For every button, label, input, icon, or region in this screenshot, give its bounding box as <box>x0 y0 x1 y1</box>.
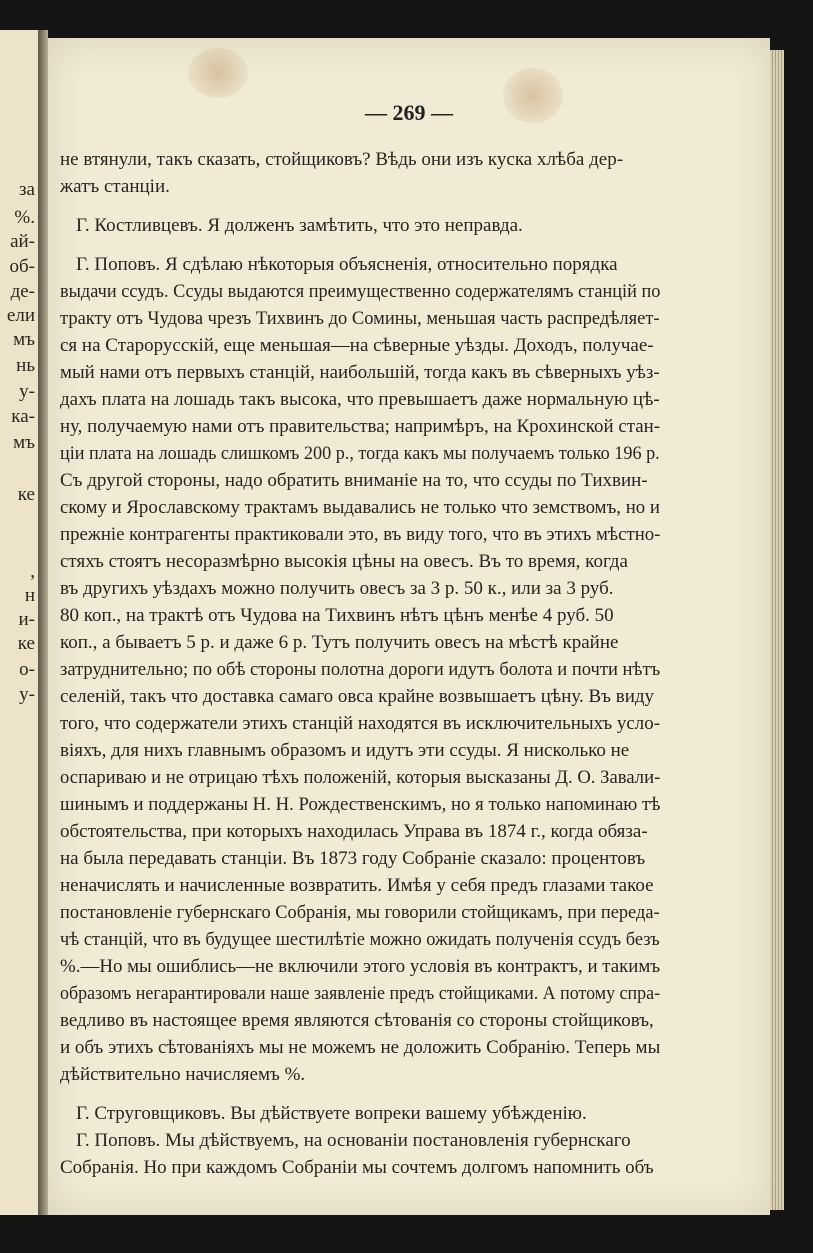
text-line: образомъ негарантировали наше заявленіе предъ стойщиками. А потому спра- <box>60 983 661 1004</box>
text-line: прежніе контрагенты практиковали это, въ виду того, что въ этихъ мѣстно- <box>60 524 661 545</box>
margin-fragment: мъ <box>13 329 35 350</box>
text-line: стяхъ стоятъ несоразмѣрно высокія цѣны на овесъ. Въ то время, когда <box>60 551 628 572</box>
margin-fragment: мъ <box>13 432 35 453</box>
margin-fragment: у- <box>19 381 35 402</box>
margin-fragment: об- <box>9 256 35 277</box>
text-line: и объ этихъ сѣтованіяхъ мы не можемъ не доложить Собранію. Теперь мы <box>60 1037 661 1058</box>
text-line: ціи плата на лошадь слишкомъ 200 р., тогда какъ мы получаемъ только 196 р. <box>60 443 660 464</box>
text-line: жатъ станціи. <box>60 176 170 197</box>
text-line: ну, получаемую нами отъ правительства; напримѣръ, на Крохинской стан- <box>60 416 661 437</box>
text-line: неначислять и начисленные возвратить. Имѣя у себя предъ глазами такое <box>60 875 654 896</box>
margin-fragment: де- <box>10 281 35 302</box>
text-line: шинымъ и поддержаны Н. Н. Рождественскимъ, но я только напоминаю тѣ <box>60 794 661 815</box>
text-line: обстоятельства, при которыхъ находилась Управа въ 1874 г., когда обяза- <box>60 821 648 842</box>
text-line: не втянули, такъ сказать, стойщиковъ? Вѣдь они изъ куска хлѣба дер- <box>60 149 624 170</box>
margin-fragment: за <box>19 179 35 200</box>
text-line: ся на Старорусскій, еще меньшая—на сѣверные уѣзды. Доходъ, получае- <box>60 335 654 356</box>
text-line: 80 коп., на трактѣ отъ Чудова на Тихвинъ нѣтъ цѣнъ менѣе 4 руб. 50 <box>60 605 614 626</box>
margin-fragment: ели <box>6 305 35 326</box>
margin-fragment: и- <box>18 609 35 630</box>
text-line: постановленіе губернскаго Собранія, мы говорили стойщикамъ, при переда- <box>60 902 660 923</box>
text-line: Г. Костливцевъ. Я долженъ замѣтить, что это неправда. <box>76 215 523 236</box>
text-line: віяхъ, для нихъ главнымъ образомъ и идутъ эти ссуды. Я нисколько не <box>60 740 630 761</box>
paragraph-gap <box>60 239 660 251</box>
page-number: — 269 — <box>365 100 453 125</box>
text-line: чѣ станцій, что въ будущее шестилѣтіе можно ожидать полученія ссудъ безъ <box>60 929 660 950</box>
margin-fragment: ай- <box>10 231 35 252</box>
book-page <box>48 38 770 1215</box>
paragraph-gap <box>60 200 660 212</box>
margin-fragment: о- <box>19 659 35 680</box>
text-line: дѣйствительно начисляемъ %. <box>60 1064 306 1085</box>
margin-fragment: у- <box>19 684 35 705</box>
margin-fragment: %. <box>14 207 35 228</box>
text-line: выдачи ссудъ. Ссуды выдаются преимущественно содержателямъ станцій по <box>60 281 661 302</box>
text-line: дахъ плата на лошадь такъ высока, что превышаетъ даже нормальную цѣ- <box>60 389 660 410</box>
paragraph-gap <box>60 1088 660 1100</box>
text-line: мый нами отъ первыхъ станцій, наибольшій, тогда какъ въ сѣверныхъ уѣз- <box>60 362 660 383</box>
text-line: селеній, такъ что доставка самаго овса крайне возвышаетъ цѣну. Въ виду <box>60 686 655 707</box>
margin-fragment: ке <box>17 633 35 654</box>
text-line: на была передавать станціи. Въ 1873 году Собраніе сказало: процентовъ <box>60 848 646 869</box>
text-line: оспариваю и не отрицаю тѣхъ положеній, которыя высказаны Д. О. Завали- <box>60 767 661 788</box>
text-line: тракту отъ Чудова чрезъ Тихвинъ до Сомины, меньшая часть распредѣляет- <box>60 308 660 329</box>
book-gutter <box>38 30 48 1215</box>
text-line: скому и Ярославскому трактамъ выдавались не только что земствомъ, но и <box>60 497 660 518</box>
text-line: Собранія. Но при каждомъ Собраніи мы сочтемъ долгомъ напомнить объ <box>60 1157 654 1178</box>
text-line: Г. Поповъ. Я сдѣлаю нѣкоторыя объясненія, относительно порядка <box>76 254 618 275</box>
previous-page-fragment <box>0 30 41 1215</box>
page-edges <box>770 50 784 1210</box>
margin-fragment: , <box>30 561 35 582</box>
page-stain <box>188 48 248 98</box>
text-line: въ другихъ уѣздахъ можно получить овесъ за 3 р. 50 к., или за 3 руб. <box>60 578 614 599</box>
text-line: того, что содержатели этихъ станцій находятся въ исключительныхъ усло- <box>60 713 661 734</box>
text-line: затруднительно; по обѣ стороны полотна дороги идутъ болота и почти нѣтъ <box>60 659 661 680</box>
text-line: Г. Струговщиковъ. Вы дѣйствуете вопреки вашему убѣжденію. <box>76 1103 587 1124</box>
text-line: коп., а бываетъ 5 р. и даже 6 р. Тутъ получить овесъ на мѣстѣ крайне <box>60 632 619 653</box>
margin-fragment: ке <box>17 484 35 505</box>
text-line: %.—Но мы ошиблись—не включили этого условія въ контрактъ, и такимъ <box>60 956 661 977</box>
text-line: Г. Поповъ. Мы дѣйствуемъ, на основаніи постановленія губернскаго <box>76 1130 631 1151</box>
text-line: ведливо въ настоящее время являются сѣтованія со стороны стойщиковъ, <box>60 1010 654 1031</box>
margin-fragment: н <box>24 585 35 606</box>
margin-fragment: ка- <box>11 406 35 427</box>
text-line: Съ другой стороны, надо обратить вниманіе на то, что ссуды по Тихвин- <box>60 470 648 491</box>
margin-fragment: нь <box>16 355 35 376</box>
page-body-text <box>60 146 660 1181</box>
